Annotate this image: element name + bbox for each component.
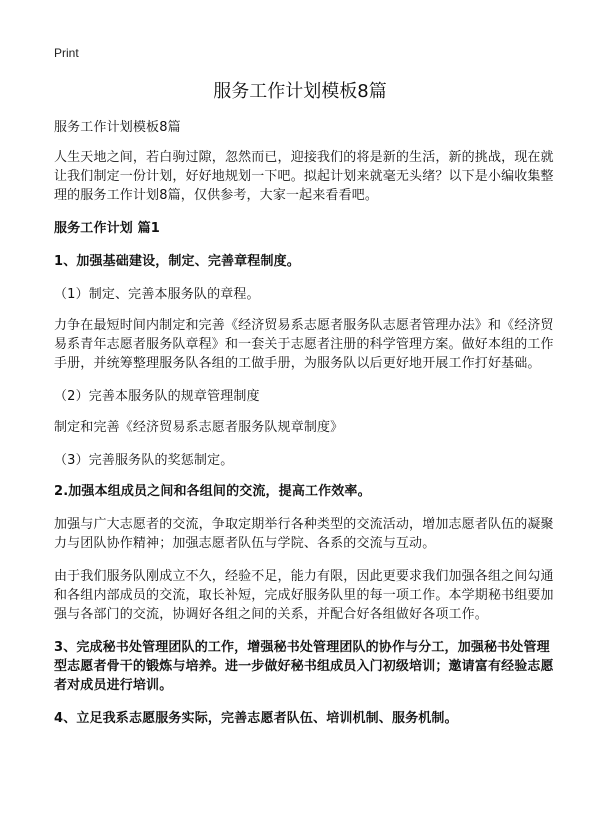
section-heading: 2.加强本组成员之间和各组间的交流，提高工作效率。 (54, 484, 371, 499)
document-subtitle: 服务工作计划模板8篇 (54, 120, 181, 135)
list-item: （1）制定、完善本服务队的章程。 (54, 287, 260, 302)
document-title: 服务工作计划模板8篇 (213, 81, 387, 102)
body-paragraph: 制定和完善《经济贸易系志愿者服务队规章制度》 (54, 420, 344, 435)
body-paragraph: 人生天地之间，若白驹过隙，忽然而已，迎接我们的将是新的生活，新的挑战，现在就让我们制定一份计划，好好地规划一下吧。拟起计划来就毫无头绪？以下是小编收集整理的服务工作计划8篇，仅供参考，大家一起来看看吧。 (54, 150, 554, 203)
section-heading: 4、立足我系志愿服务实际，完善志愿者队伍、培训机制、服务机制。 (54, 711, 458, 726)
list-item: （3）完善服务队的奖惩制定。 (54, 453, 234, 468)
document-body (54, 118, 554, 742)
print-link[interactable]: Print (54, 46, 79, 60)
section-heading: 3、完成秘书处管理团队的工作，增强秘书处管理团队的协作与分工，加强秘书处管理型志愿者骨干的锻炼与培养。进一步做好秘书组成员入门初级培训；邀请富有经验志愿者对成员进行培训。 (54, 640, 554, 693)
list-item: （2）完善本服务队的规章管理制度 (54, 389, 260, 404)
section-heading: 服务工作计划 篇1 (54, 221, 160, 236)
body-paragraph: 加强与广大志愿者的交流，争取定期举行各种类型的交流活动，增加志愿者队伍的凝聚力与团队协作精神；加强志愿者队伍与学院、各系的交流与互动。 (54, 517, 554, 551)
section-heading: 1、加强基础建设，制定、完善章程制度。 (54, 254, 300, 269)
body-paragraph: 力争在最短时间内制定和完善《经济贸易系志愿者服务队志愿者管理办法》和《经济贸易系青年志愿者服务队章程》和一套关于志愿者注册的科学管理方案。做好本组的工作手册，并统筹整理服务队各组的工做手册，为服务队以后更好地开展工作打好基础。 (54, 318, 554, 371)
body-paragraph: 由于我们服务队刚成立不久，经验不足，能力有限，因此更要求我们加强各组之间勾通和各组内部成员的交流，取长补短，完成好服务队里的每一项工作。本学期秘书组要加强与各部门的交流，协调好各组之间的关系，并配合好各组做好各项工作。 (54, 569, 554, 622)
